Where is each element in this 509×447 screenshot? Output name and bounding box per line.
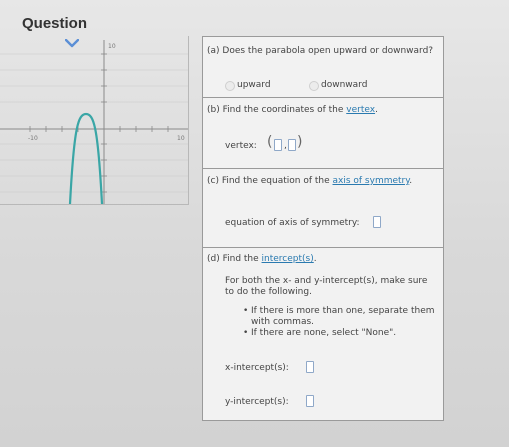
vertex-y-input[interactable] <box>288 139 296 151</box>
part-a-section <box>203 37 443 97</box>
y-max-label: 10 <box>108 43 116 50</box>
part-c-question-text: (c) Find the equation of the <box>207 176 333 186</box>
open-paren: ( <box>267 134 273 150</box>
vertex-comma: , <box>284 141 287 151</box>
axis-of-symmetry-label: equation of axis of symmetry: <box>225 218 360 228</box>
parabola-graph[interactable] <box>0 36 188 204</box>
part-d-section <box>203 247 443 421</box>
x-intercept-label: x-intercept(s): <box>225 363 289 373</box>
bullet-1-line-2: with commas. <box>251 317 315 327</box>
upward-radio[interactable] <box>225 81 235 91</box>
bullet-2-text: If there are none, select "None". <box>251 328 397 338</box>
instruction-line-2: to do the following. <box>225 287 312 297</box>
vertex-label: vertex: <box>225 141 257 151</box>
instruction-line-1: For both the x- and y-intercept(s), make sure <box>225 276 428 286</box>
axis-of-symmetry-link[interactable]: axis of symmetry <box>332 176 410 186</box>
vertex-link[interactable]: vertex <box>346 105 376 115</box>
parabola-curve <box>70 114 102 204</box>
part-d-question <box>207 254 317 264</box>
vertex-x-input[interactable] <box>274 139 282 151</box>
bullet-2-dot: • <box>243 328 249 338</box>
bullet-1-dot: • <box>243 306 249 316</box>
y-intercept-input[interactable] <box>306 395 314 407</box>
intercepts-link[interactable]: intercept(s) <box>261 254 314 264</box>
downward-label[interactable]: downward <box>321 80 368 90</box>
part-c-question <box>207 176 412 186</box>
y-intercept-label: y-intercept(s): <box>225 397 289 407</box>
downward-radio[interactable] <box>309 81 319 91</box>
part-b-question-text: (b) Find the coordinates of the <box>207 105 347 115</box>
page-title: Question <box>22 15 88 32</box>
bullet-1-line-1: If there is more than one, separate them <box>251 306 435 316</box>
part-d-question-end: . <box>313 254 317 264</box>
question-panel <box>202 36 444 421</box>
upward-label[interactable]: upward <box>237 80 271 90</box>
x-intercept-input[interactable] <box>306 361 314 373</box>
part-b-section <box>203 97 443 169</box>
axis-of-symmetry-input[interactable] <box>373 216 381 228</box>
part-a-question: (a) Does the parabola open upward or downward? <box>207 46 434 56</box>
graph-panel <box>0 36 189 205</box>
part-c-section <box>203 168 443 248</box>
close-paren: ) <box>297 134 303 150</box>
part-c-question-end: . <box>409 176 413 186</box>
part-d-question-text: (d) Find the <box>207 254 262 264</box>
part-b-question <box>207 105 378 115</box>
part-b-question-end: . <box>375 105 378 115</box>
x-max-label: 10 <box>177 135 185 142</box>
x-min-label: -10 <box>28 135 38 142</box>
